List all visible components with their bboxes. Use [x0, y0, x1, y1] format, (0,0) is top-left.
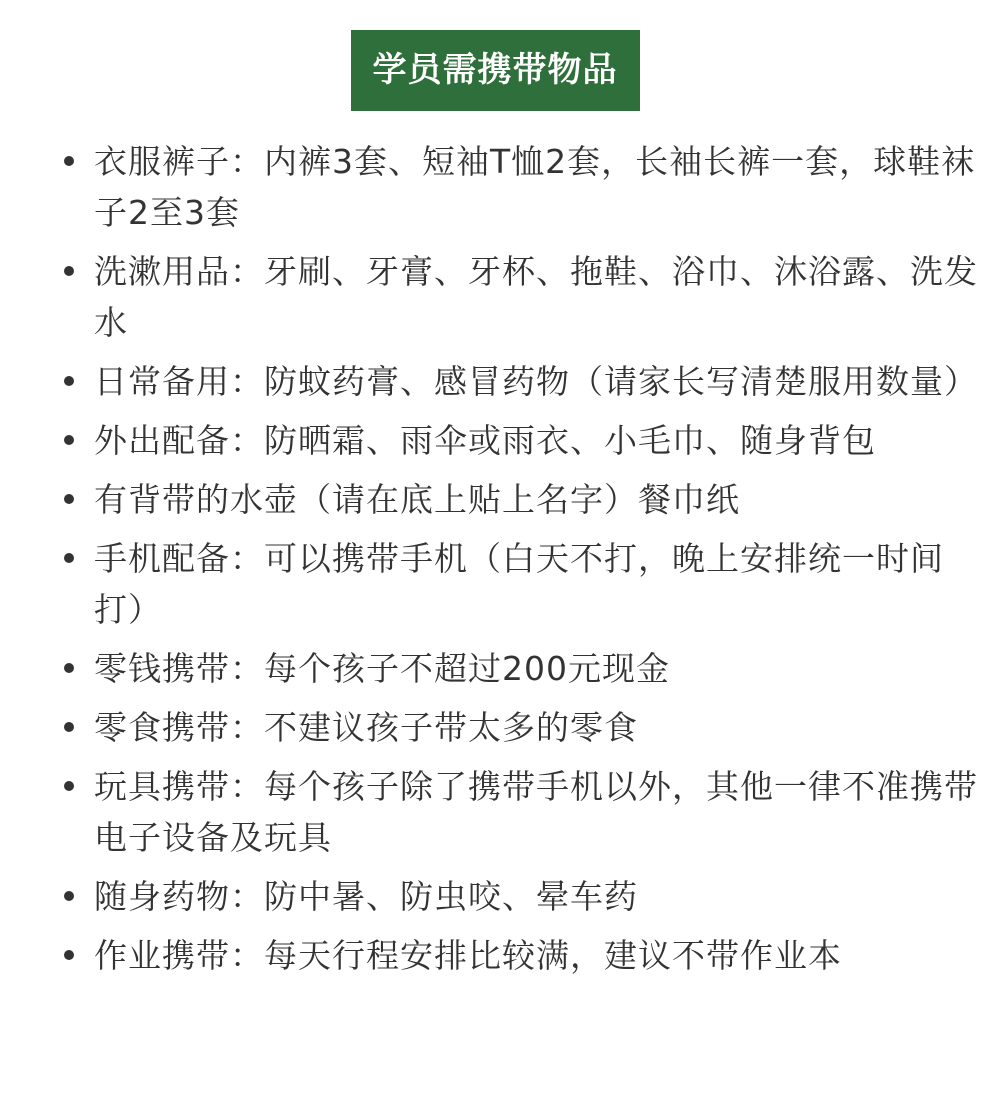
list-item — [0, 356, 990, 407]
list-item-text: 作业携带：每天行程安排比较满，建议不带作业本 — [94, 936, 842, 975]
bullet-icon — [64, 156, 74, 166]
list-item-text: 零钱携带：每个孩子不超过200元现金 — [94, 649, 670, 688]
title-banner — [0, 30, 990, 111]
bullet-icon — [64, 891, 74, 901]
list-item-text: 手机配备：可以携带手机（白天不打，晚上安排统一时间打） — [94, 539, 944, 629]
bullet-icon — [64, 722, 74, 732]
list-item — [0, 761, 990, 863]
list-item — [0, 643, 990, 694]
bullet-icon — [64, 553, 74, 563]
bullet-icon — [64, 663, 74, 673]
list-item-text: 有背带的水壶（请在底上贴上名字）餐巾纸 — [94, 480, 740, 519]
page-title: 学员需携带物品 — [351, 30, 640, 111]
list-item — [0, 136, 990, 238]
list-item-text: 日常备用：防蚊药膏、感冒药物（请家长写清楚服用数量） — [94, 362, 978, 401]
list-item-text: 随身药物：防中暑、防虫咬、晕车药 — [94, 877, 638, 916]
bullet-icon — [64, 494, 74, 504]
list-item-text: 衣服裤子：内裤3套、短袖T恤2套，长袖长裤一套，球鞋袜子2至3套 — [94, 142, 976, 232]
list-item-text: 外出配备：防晒霜、雨伞或雨衣、小毛巾、随身背包 — [94, 421, 876, 460]
item-list — [0, 136, 1008, 989]
bullet-icon — [64, 950, 74, 960]
bullet-icon — [64, 781, 74, 791]
bullet-icon — [64, 376, 74, 386]
list-item — [0, 246, 990, 348]
list-item — [0, 871, 990, 922]
list-item — [0, 930, 990, 981]
bullet-icon — [64, 266, 74, 276]
list-item-text: 零食携带：不建议孩子带太多的零食 — [94, 708, 638, 747]
list-item — [0, 474, 990, 525]
bullet-icon — [64, 435, 74, 445]
list-item — [0, 533, 990, 635]
list-item-text: 洗漱用品：牙刷、牙膏、牙杯、拖鞋、浴巾、沐浴露、洗发水 — [94, 252, 978, 342]
list-item-text: 玩具携带：每个孩子除了携带手机以外，其他一律不准携带电子设备及玩具 — [94, 767, 978, 857]
list-item — [0, 415, 990, 466]
list-item — [0, 702, 990, 753]
